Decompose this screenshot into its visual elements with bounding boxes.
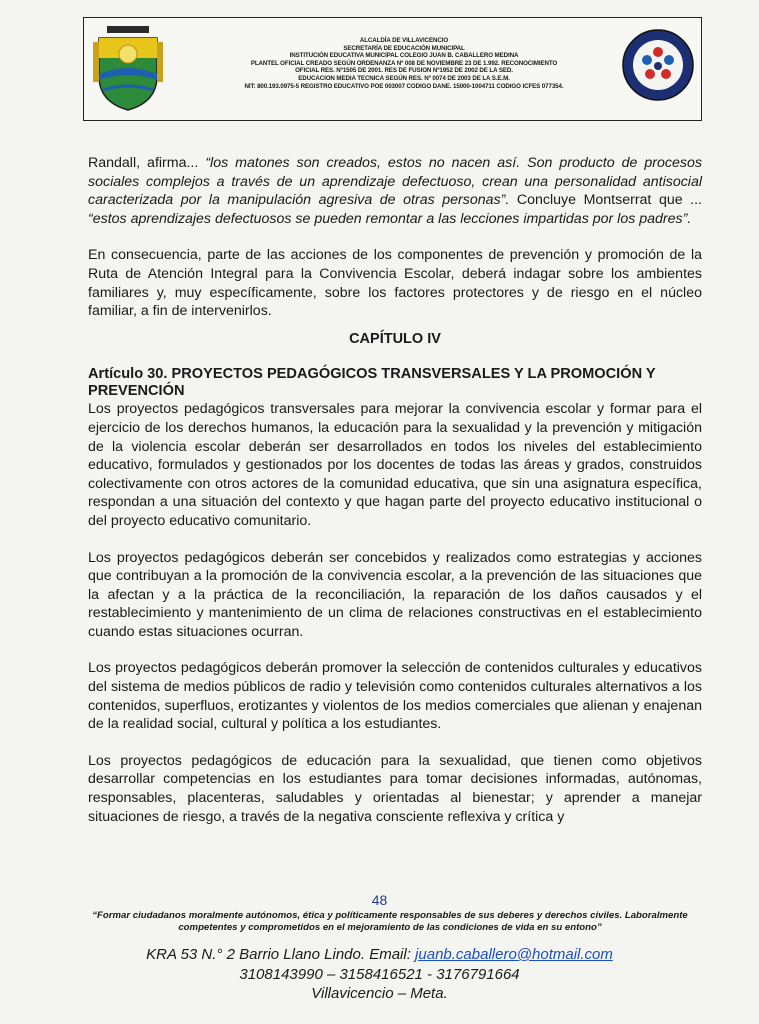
header-line: INSTITUCIÓN EDUCATIVA MUNICIPAL COLEGIO JUAN B. CABALLERO MEDINA	[289, 52, 519, 60]
header-line: SECRETARÍA DE EDUCACIÓN MUNICIPAL	[343, 44, 465, 52]
header-line: ALCALDÍA DE VILLAVICENCIO	[359, 37, 449, 44]
paragraph: Los proyectos pedagógicos transversales para mejorar la convivencia escolar y formar para el ejercicio de los derechos humanos, la educación para la sexualidad y la prevención y mitigación de la violencia escolar deberán ser desarrollados en todos los niveles del establecimiento educativo, formulados y gestionados por los docentes de todas las áreas y grados, construidos colectivamente con otros actores de la comunidad educativa, que sin una asignatura específica, respondan a una situación del contexto y que hagan parte del proyecto educativo institucional o del proyecto educativo comunitario.	[88, 401, 702, 529]
paragraph: En consecuencia, parte de las acciones de los componentes de prevención y promoción de la Ruta de Atención Integral para la Convivencia Escolar, deberá indagar sobre los ambientes familiares y, muy específicamente, sobre los factores protectores y de riesgo en el núcleo familiar, a fin de intervenirlos.	[88, 247, 702, 320]
article-heading: Artículo 30. PROYECTOS PEDAGÓGICOS TRANSVERSALES Y LA PROMOCIÓN Y PREVENCIÓN	[88, 366, 656, 400]
document-body	[88, 154, 702, 826]
institution-seal-logo	[621, 28, 695, 102]
city: Villavicencio – Meta.	[311, 985, 448, 1002]
motto-line: competentes y comprometidos en el mejoramiento de las condiciones de vida en su entono”	[178, 922, 602, 933]
address-line	[0, 945, 759, 965]
motto-line: “Formar ciudadanos moralmente autónomos, ética y políticamente responsables de sus deberes y derechos civiles. Laboralmente	[92, 910, 688, 921]
quote: “los matones son creados, estos no nacen así. Son producto de procesos sociales complejos a través de un aprendizaje defectuoso, crean una personalidad antisocial caracterizada por la manipulación agresiva de otras personas”.	[88, 155, 702, 209]
paragraph: Los proyectos pedagógicos de educación para la sexualidad, que tienen como objetivos desarrollar competencias en los estudiantes para tomar decisiones informadas, autónomas, responsables, placenteras, saludables y orientadas al bienestar; y aprender a manejar situaciones de riesgo, a través de la negativa consciente reflexiva y crítica y	[88, 752, 702, 825]
letterhead	[83, 17, 702, 121]
header-line: PLANTEL OFICIAL CREADO SEGÚN ORDENANZA Nº 008 DE NOVIEMBRE 23 DE 1.992. RECONOCIMIENTO	[250, 59, 558, 67]
paragraph	[88, 154, 702, 228]
quote: “estos aprendizajes defectuosos se pueden remontar a las lecciones impartidas por los padres”.	[88, 210, 692, 227]
header-line: NIT: 800.193.0975-5 REGISTRO EDUCATIVO POE 003007 CODIGO DANE. 15000-1004711 CODIGO ICFES 077354.	[244, 82, 564, 90]
header-line: EDUCACION MEDIA TECNICA SEGÚN RES. Nº 0074 DE 2003 DE LA S.E.M.	[298, 74, 510, 82]
municipal-shield-logo	[93, 24, 163, 112]
paragraph: Los proyectos pedagógicos deberán promover la selección de contenidos culturales y educativos del sistema de medios públicos de radio y televisión como contenidos culturales alternativos a los contenidos, superfluos, erotizantes y violentos de los medios comerciales que alienan y enajenan de la realidad social, cultural y política a los estudiantes.	[88, 660, 702, 733]
contact-footer	[0, 945, 759, 1004]
email-link[interactable]: juanb.caballero@hotmail.com	[415, 946, 613, 963]
institutional-motto	[40, 910, 740, 934]
paragraph-text: Concluye Montserrat que ...	[509, 192, 703, 209]
paragraph-text: Randall, afirma...	[88, 155, 206, 171]
address-text: KRA 53 N.° 2 Barrio Llano Lindo. Email:	[146, 946, 416, 963]
institution-header-text	[179, 37, 629, 90]
page-number: 48	[371, 892, 388, 908]
paragraph: Los proyectos pedagógicos deberán ser concebidos y realizados como estrategias y acciones que contribuyan a la promoción de la convivencia escolar, a la prevención de las situaciones que la afectan y a la práctica de la reconciliación, la reparación de los daños causados y el restablecimiento y mantenimiento de un clima de relaciones constructivas en el establecimiento cuando estas situaciones ocurran.	[88, 549, 702, 640]
phone-numbers: 3108143990 – 3158416521 - 3176791664	[239, 965, 520, 983]
chapter-heading: CAPÍTULO IV	[349, 330, 441, 347]
header-line: OFICIAL RES. Nº1505 DE 2001. RES DE FUSION Nº1952 DE 2002 DE LA SED.	[295, 67, 513, 75]
